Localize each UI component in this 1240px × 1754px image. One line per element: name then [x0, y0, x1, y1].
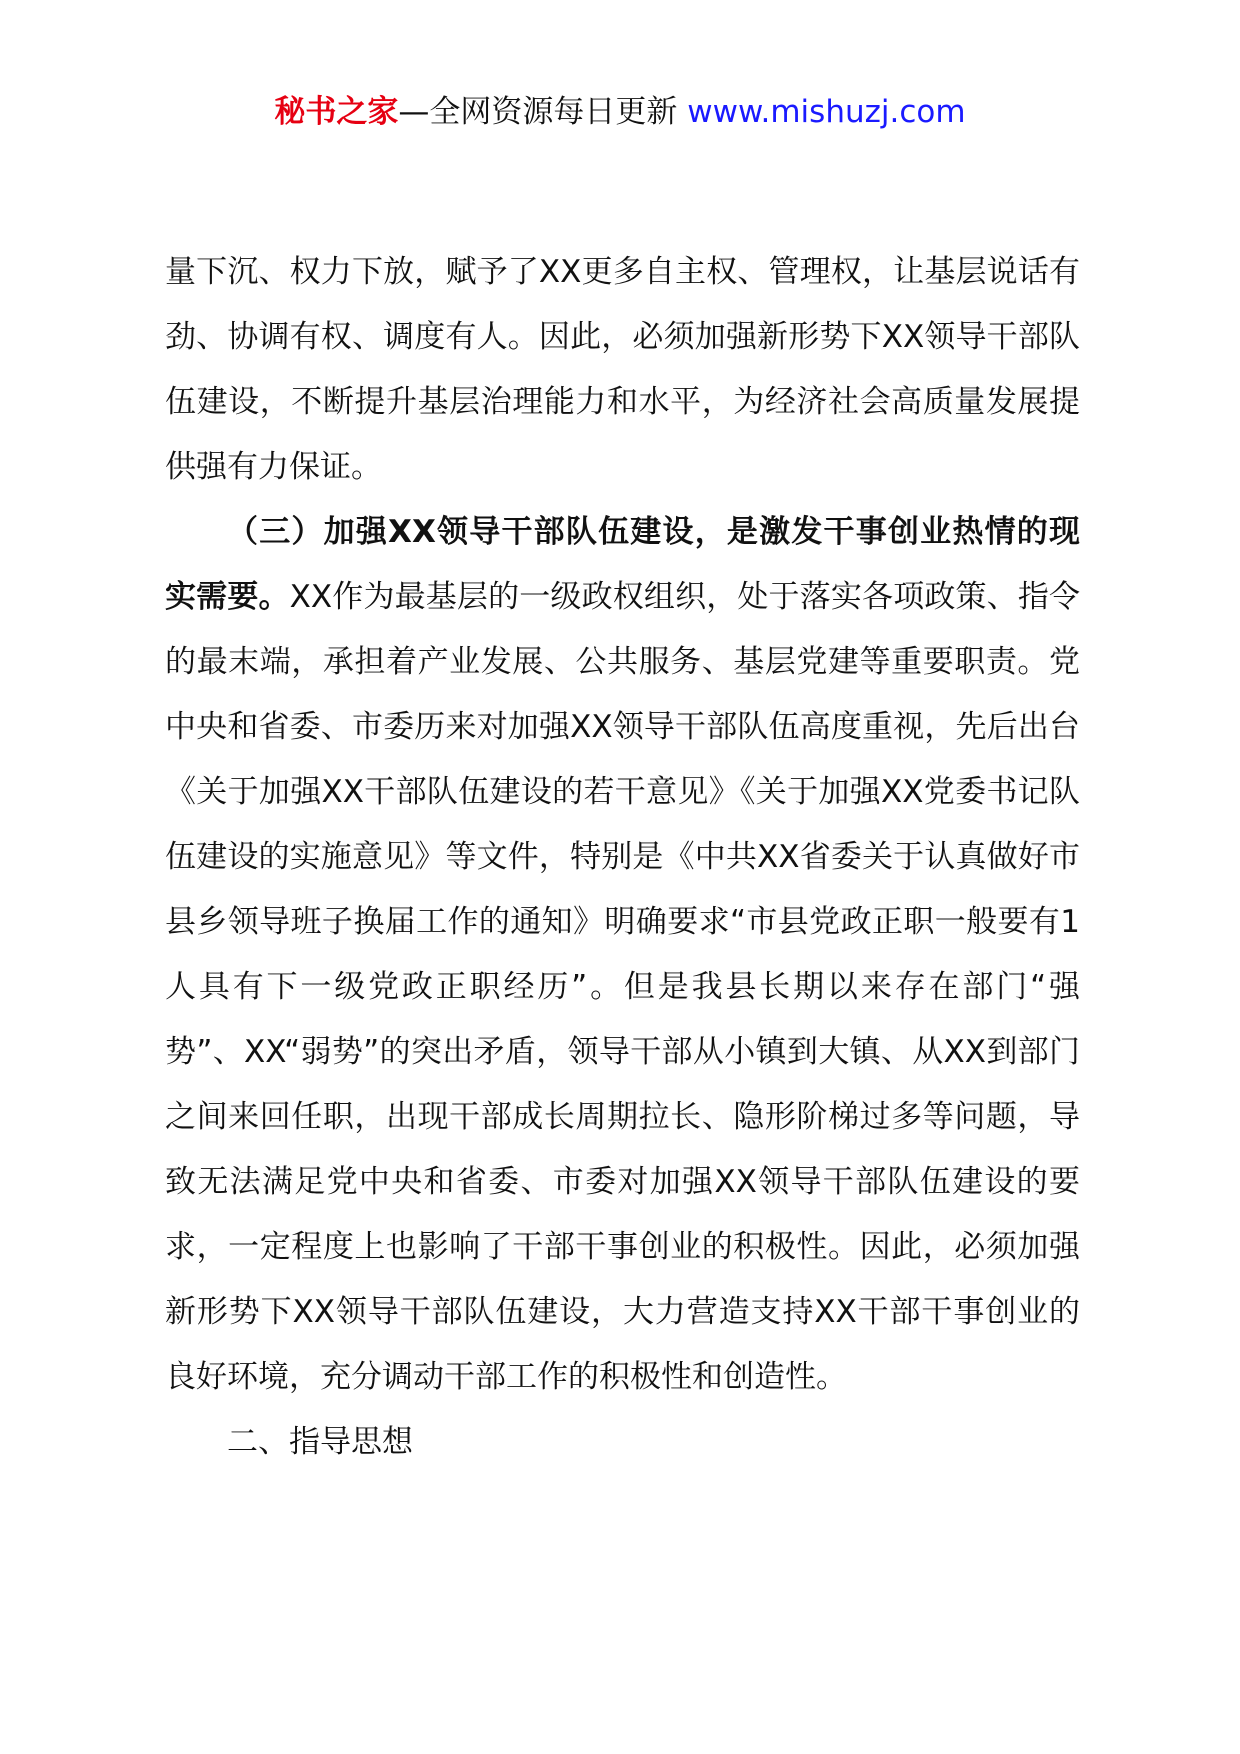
document-body: [165, 240, 1080, 1475]
paragraph-continuation: 量下沉、权力下放，赋予了XX更多自主权、管理权，让基层说话有劲、协调有权、调度有人。因此，必须加强新形势下XX领导干部队伍建设，不断提升基层治理能力和水平，为经济社会高质量发展提供强有力保证。: [165, 254, 1080, 485]
site-url-link[interactable]: www.mishuzj.com: [687, 94, 966, 130]
header-slogan: —全网资源每日更新: [398, 94, 678, 130]
section-two-heading: 二、指导思想: [227, 1424, 413, 1460]
paragraph-section-three: [165, 500, 1080, 1410]
section-three-body: XX作为最基层的一级政权组织，处于落实各项政策、指令的最末端，承担着产业发展、公共服务、基层党建等重要职责。党中央和省委、市委历来对加强XX领导干部队伍高度重视，先后出台《关于加强XX干部队伍建设的若干意见》《关于加强XX党委书记队伍建设的实施意见》等文件，特别是《中共XX省委关于认真做好市县乡领导班子换届工作的通知》明确要求“市县党政正职一般要有1人具有下一级党政正职经历”。但是我县长期以来存在部门“强势”、XX“弱势”的突出矛盾，领导干部从小镇到大镇、从XX到部门之间来回任职，出现干部成长周期拉长、隐形阶梯过多等问题，导致无法满足党中央和省委、市委对加强XX领导干部队伍建设的要求，一定程度上也影响了干部干事创业的积极性。因此，必须加强新形势下XX领导干部队伍建设，大力营造支持XX干部干事创业的良好环境，充分调动干部工作的积极性和创造性。: [165, 579, 1080, 1395]
section-three-heading: （三）加强XX领导干部队伍建设，是激发干事创业热情的现实需要。: [165, 514, 1080, 615]
page-header: [0, 92, 1240, 132]
brand-name: 秘书之家: [274, 94, 399, 130]
